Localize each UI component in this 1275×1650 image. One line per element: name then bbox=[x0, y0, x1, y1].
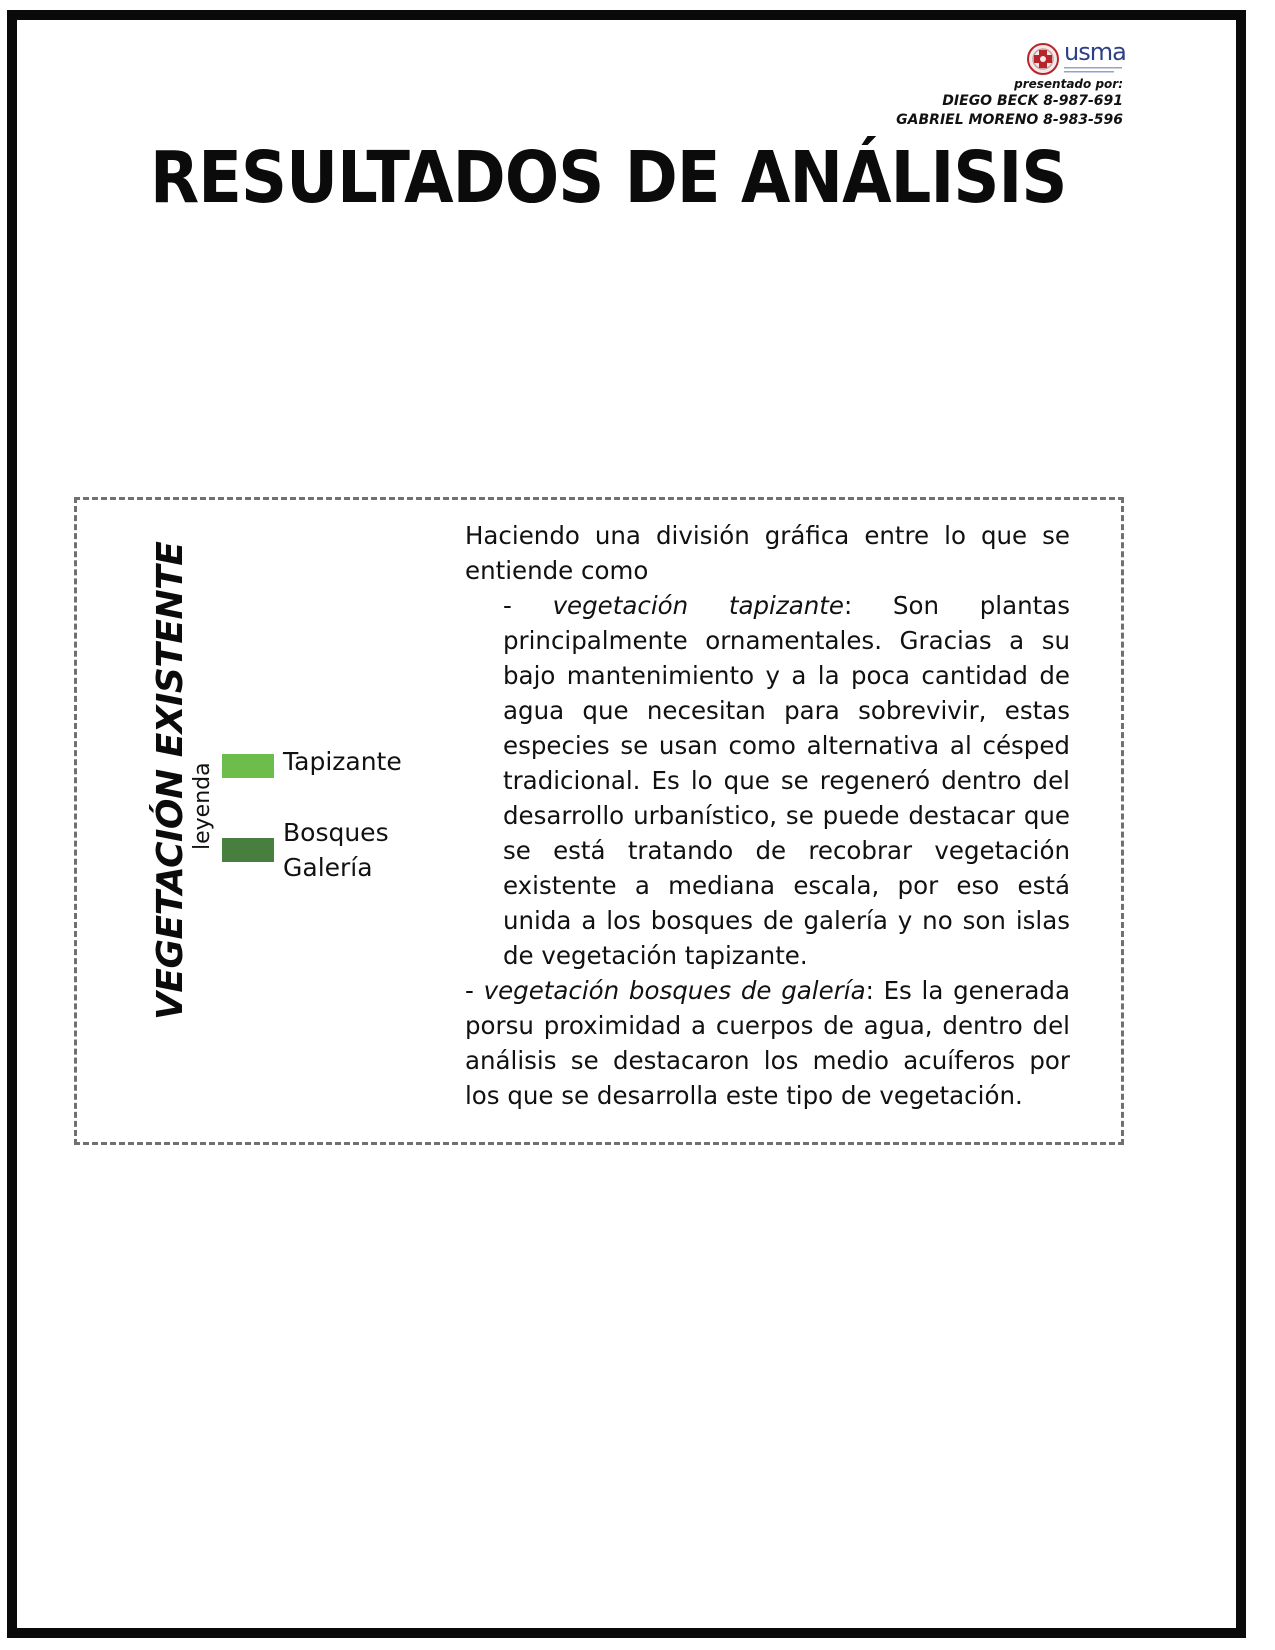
item2-text: : Es la generada porsu proximidad a cuerpos de agua, dentro del análisis se destacaron los medio acuíferos por los que se desarrolla este tipo de vegetación. bbox=[465, 976, 1070, 1110]
item2-term: vegetación bosques de galería bbox=[483, 976, 866, 1005]
legend-swatch-tapizante bbox=[222, 754, 274, 778]
logo-wordmark: usma bbox=[1064, 38, 1126, 66]
item1-text: : Son plantas principalmente ornamentales. Gracias a su bajo mantenimiento y a la poca cantidad de agua que necesitan para sobrevivir, estas especies se usan como alternativa al césped tradicional. Es lo que se regeneró dentro del desarrollo urbanístico, se puede destacar que se está tratando de recobrar vegetación existente a mediana escala, por eso está unida a los bosques de galería y no son islas de vegetación tapizante. bbox=[503, 591, 1070, 970]
item1-prefix: - bbox=[503, 591, 553, 620]
legend-label-bosques-galeria bbox=[283, 815, 389, 885]
legend-heading: leyenda bbox=[190, 762, 215, 850]
usma-logo bbox=[1026, 38, 1126, 76]
description-item-bosques bbox=[465, 973, 1070, 1113]
legend-label-tapizante: Tapizante bbox=[283, 747, 402, 776]
legend-label-bosques-line2: Galería bbox=[283, 853, 373, 882]
author-2: GABRIEL MORENO 8-983-596 bbox=[896, 112, 1123, 129]
description-item-tapizante bbox=[465, 588, 1070, 973]
description-text bbox=[465, 518, 1070, 1113]
presented-by-label: presentado por: bbox=[1014, 77, 1123, 91]
legend-swatch-bosques-galeria bbox=[222, 838, 274, 862]
credits bbox=[896, 76, 1123, 130]
description-intro: Haciendo una división gráfica entre lo que se entiende como bbox=[465, 521, 1070, 585]
logo-tagline-graphic bbox=[1064, 66, 1122, 74]
item1-term: vegetación tapizante bbox=[552, 591, 844, 620]
legend-label-bosques-line1: Bosques bbox=[283, 818, 389, 847]
university-seal-icon bbox=[1026, 42, 1060, 76]
item2-prefix: - bbox=[465, 976, 484, 1005]
author-1: DIEGO BECK 8-987-691 bbox=[942, 93, 1123, 110]
section-title: VEGETACIÓN EXISTENTE bbox=[150, 541, 191, 1020]
page-title: RESULTADOS DE ANÁLISIS bbox=[150, 136, 1067, 219]
